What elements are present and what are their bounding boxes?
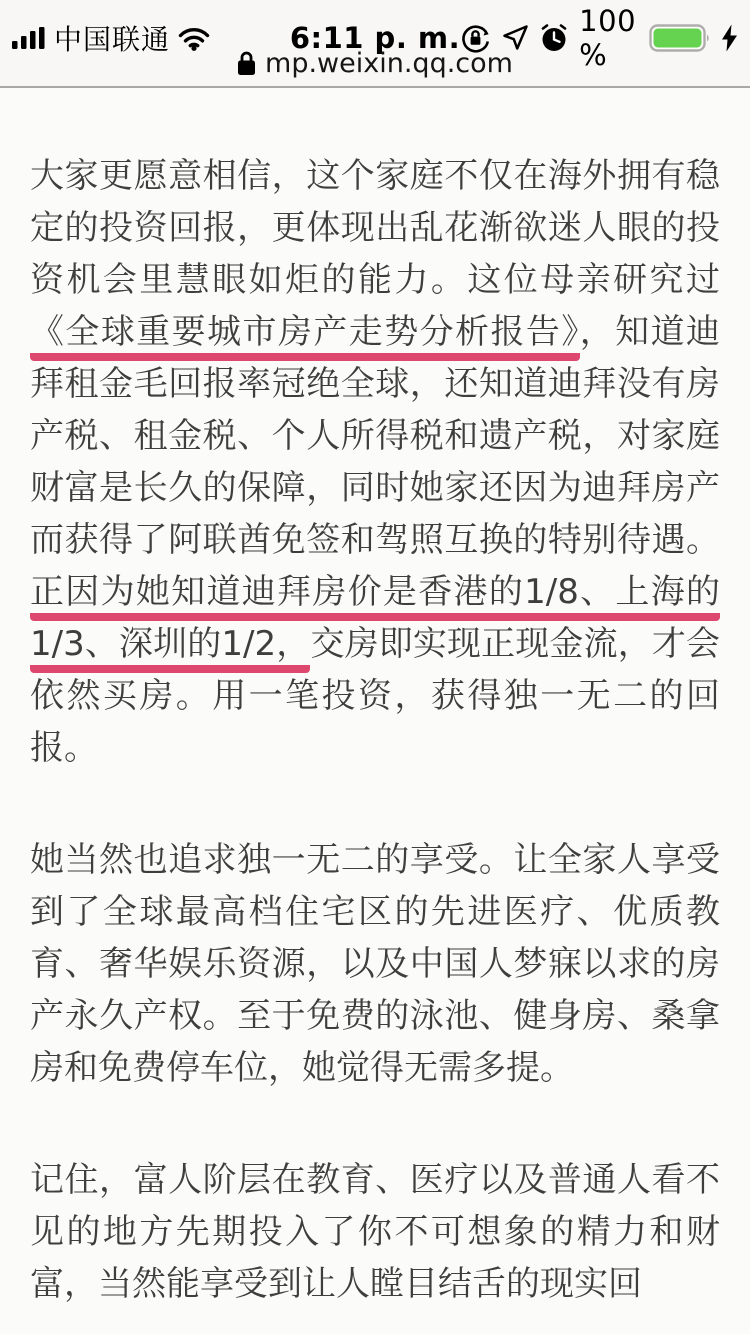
battery-icon	[649, 24, 711, 52]
body-text: 她当然也追求独一无二的享受。让全家人享受到了全球最高档住宅区的先进医疗、优质教育、奢华娱乐资源，以及中国人梦寐以求的房产永久产权。至于免费的泳池、健身房、桑拿房和免费停车位，她觉得无需多提。	[30, 840, 720, 1088]
carrier-label: 中国联通	[54, 23, 171, 56]
article-content[interactable]	[0, 88, 750, 1310]
body-text: 大家更愿意相信，这个家庭不仅在海外拥有稳定的投资回报，更体现出乱花渐欲迷人眼的投资机会里慧眼如炬的能力。这位母亲研究过	[30, 156, 720, 300]
alarm-clock-icon	[539, 23, 569, 53]
ssl-lock-icon	[237, 50, 256, 76]
body-text: 记住，富人阶层在教育、医疗以及普通人看不见的地方先期投入了你不可想象的精力和财富，当然能享受到让人瞠目结舌的现实回	[30, 1160, 720, 1304]
battery-percent-label: 100 %	[579, 4, 637, 72]
browser-chrome	[0, 0, 750, 88]
wifi-icon	[178, 26, 210, 51]
highlighted-text: 正因为她知道迪拜房价是香港的1/8、上海的1/3、深圳的1/2，	[30, 572, 720, 673]
highlighted-text: 《全球重要城市房产走势分析报告》	[30, 312, 580, 361]
status-time: 6:11 p. m.	[289, 21, 461, 55]
paragraph-2	[30, 834, 720, 1094]
charging-bolt-icon	[721, 24, 738, 52]
cellular-signal-icon	[12, 27, 46, 50]
paragraph-1	[30, 150, 720, 774]
paragraph-3	[30, 1154, 720, 1310]
body-text: ，知道迪拜租金毛回报率冠绝全球，还知道迪拜没有房产税、租金税、个人所得税和遗产税，对家庭财富是长久的保障，同时她家还因为迪拜房产而获得了阿联酋免签和驾照互换的特别待遇。	[30, 312, 721, 560]
body-text: 交房即实现正现金流，才会依然买房。用一笔投资，获得独一无二的回报。	[30, 624, 721, 768]
url-text: mp.weixin.qq.com	[265, 47, 513, 79]
